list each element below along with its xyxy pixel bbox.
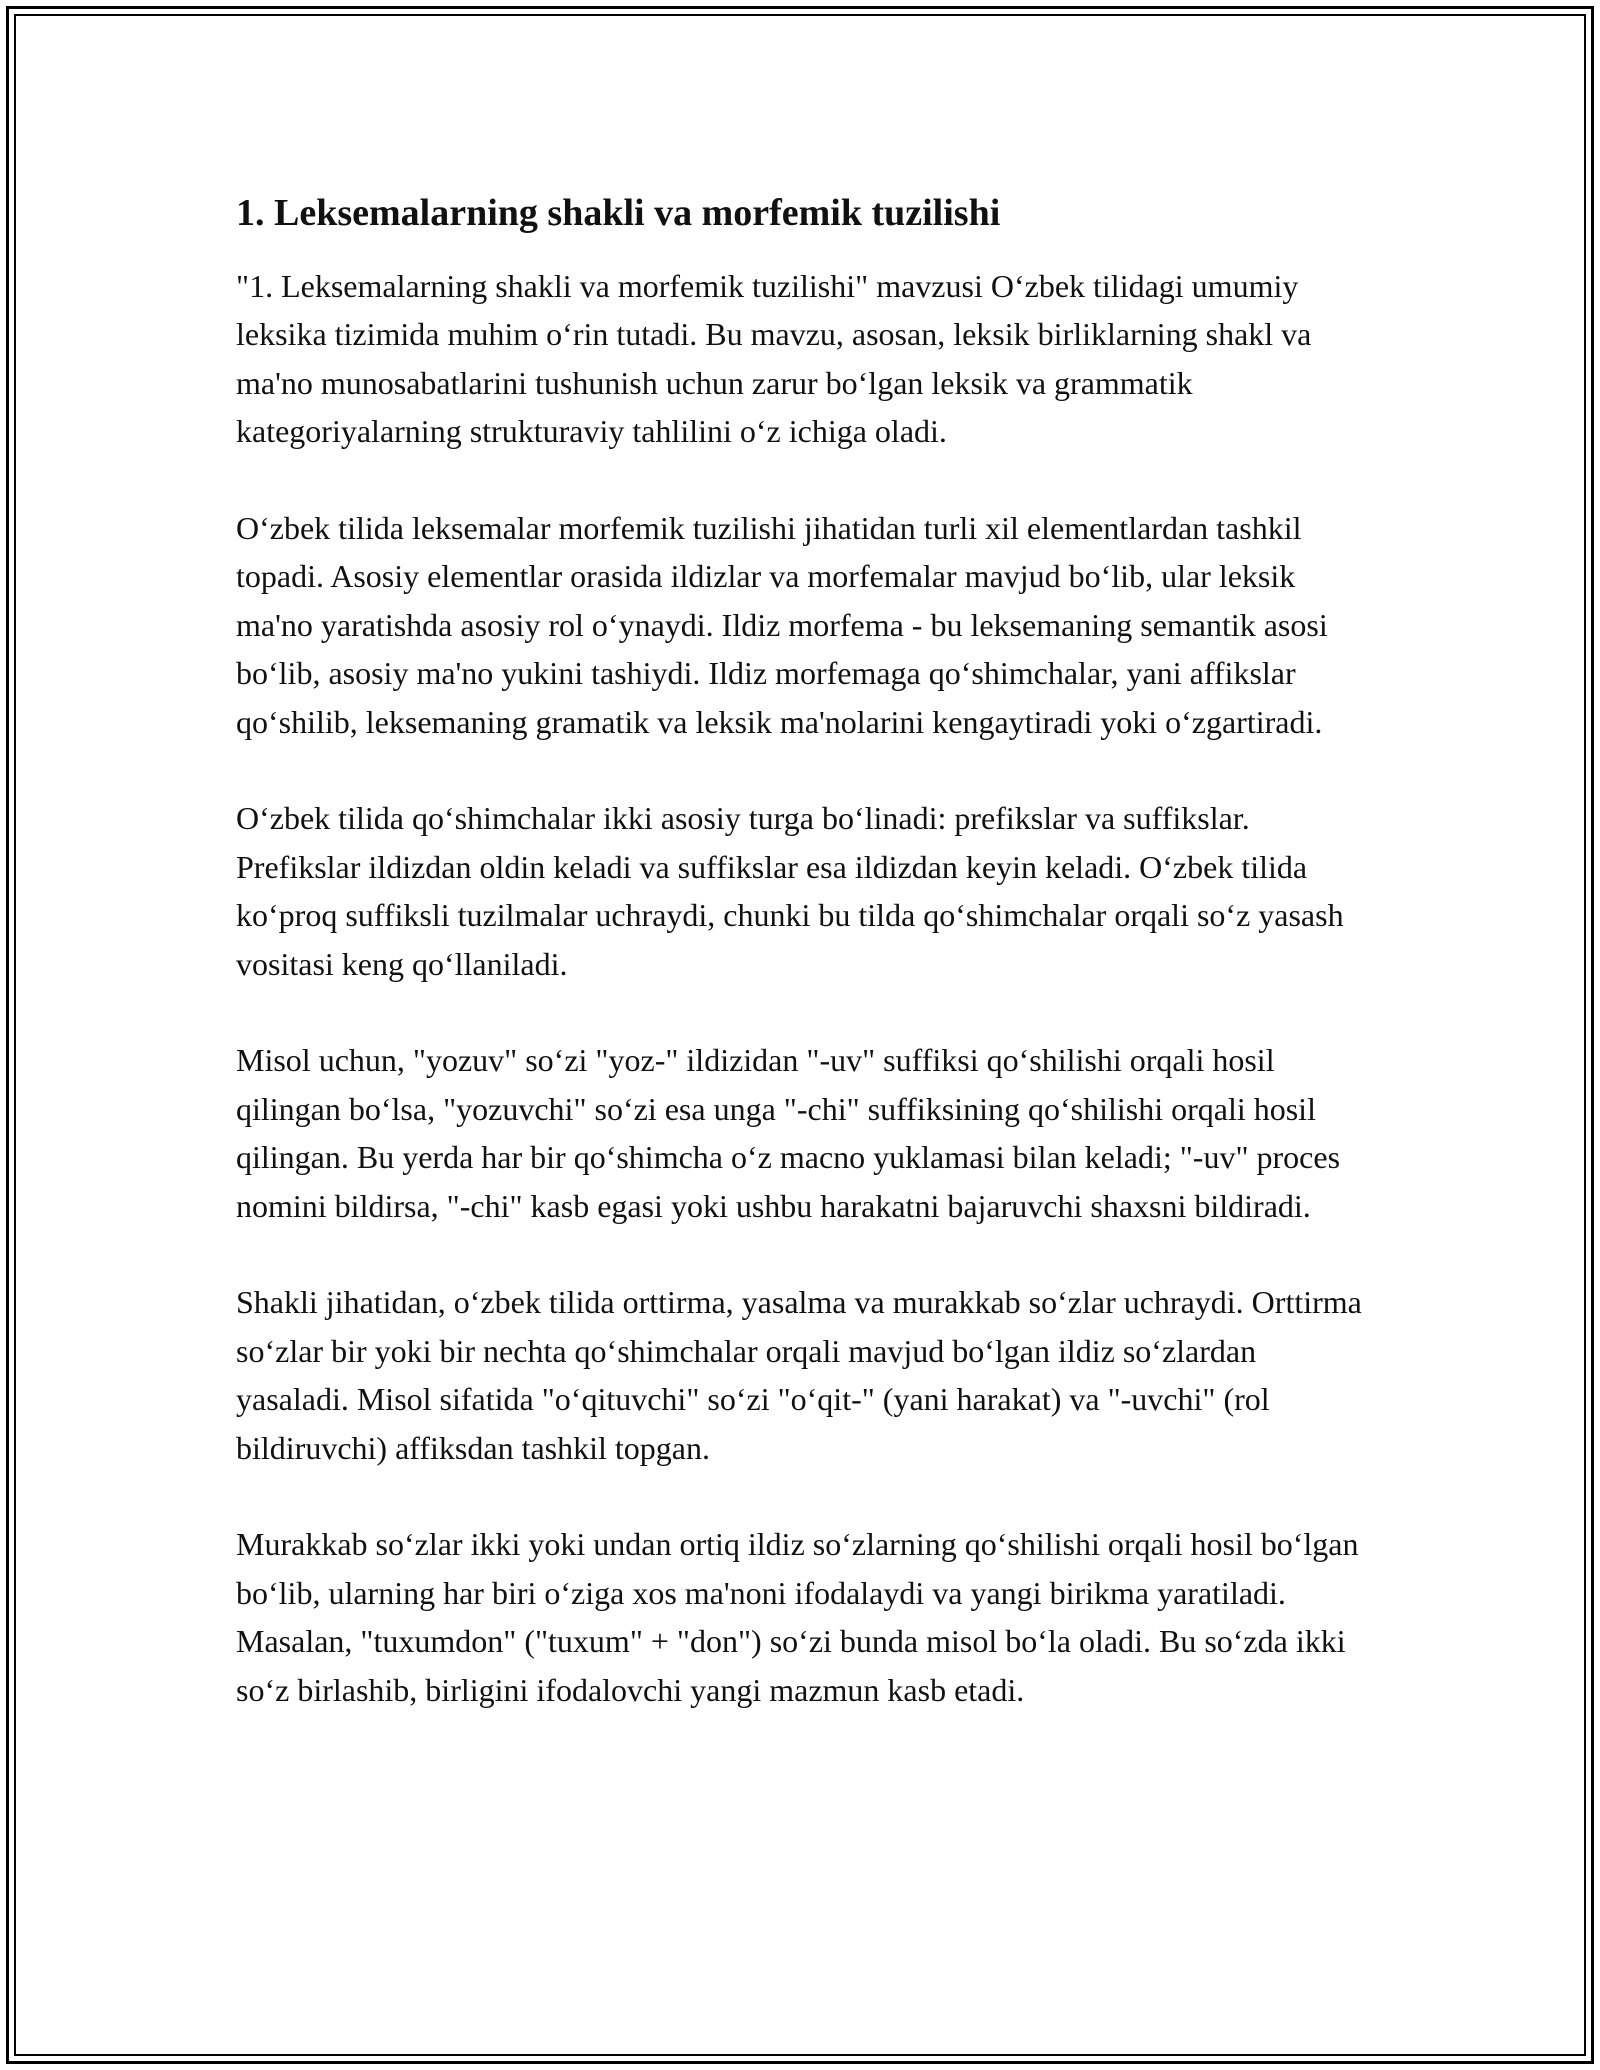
paragraph-6: Murakkab so‘zlar ikki yoki undan ortiq ildiz so‘zlarning qo‘shilishi orqali hosil bo‘lgan bo‘lib, ularning har biri o‘ziga xos ma'noni ifodalaydi va yangi birikma yaratiladi. Masalan, "tuxumdon" ("tuxum" + "don") so‘zi bunda misol bo‘la oladi. Bu so‘zda ikki so‘z birlashib, birligini ifodalovchi yangi mazmun kasb etadi. <box>236 1526 1359 1708</box>
paragraph-4: Misol uchun, "yozuv" so‘zi "yoz-" ildizidan "-uv" suffiksi qo‘shilishi orqali hosil qilingan bo‘lsa, "yozuvchi" so‘zi esa unga "-chi" suffiksining qo‘shilishi orqali hosil qilingan. Bu yerda har bir qo‘shimcha o‘z macno yuklamasi bilan keladi; "-uv" proces nomini bildirsa, "-chi" kasb egasi yoki ushbu harakatni bajaruvchi shaxsni bildiradi. <box>236 1042 1341 1224</box>
paragraph-5: Shakli jihatidan, o‘zbek tilida orttirma, yasalma va murakkab so‘zlar uchraydi. Orttirma so‘zlar bir yoki bir nechta qo‘shimchalar orqali mavjud bo‘lgan ildiz so‘zlardan yasaladi. Misol sifatida "o‘qituvchi" so‘zi "o‘qit-" (yani harakat) va "-uvchi" (rol bildiruvchi) affiksdan tashkil topgan. <box>236 1284 1362 1466</box>
paragraph-3: O‘zbek tilida qo‘shimchalar ikki asosiy turga bo‘linadi: prefikslar va suffikslar. Prefikslar ildizdan oldin keladi va suffikslar esa ildizdan keyin keladi. O‘zbek tilida ko‘proq suffiksli tuzilmalar uchraydi, chunki bu tilda qo‘shimchalar orqali so‘z yasash vositasi keng qo‘llaniladi. <box>236 800 1344 982</box>
paragraph-1: "1. Leksemalarning shakli va morfemik tuzilishi" mavzusi O‘zbek tilidagi umumiy leksika tizimida muhim o‘rin tutadi. Bu mavzu, asosan, leksik birliklarning shakl va ma'no munosabatlarini tushunish uchun zarur bo‘lgan leksik va grammatik kategoriyalarning strukturaviy tahlilini o‘z ichiga oladi. <box>236 268 1312 450</box>
document-body <box>236 186 1376 1714</box>
section-heading: 1. Leksemalarning shakli va morfemik tuzilishi <box>236 192 1001 234</box>
paragraph-2: O‘zbek tilida leksemalar morfemik tuzilishi jihatidan turli xil elementlardan tashkil topadi. Asosiy elementlar orasida ildizlar va morfemalar mavjud bo‘lib, ular leksik ma'no yaratishda asosiy rol o‘ynaydi. Ildiz morfema - bu leksemaning semantik asosi bo‘lib, asosiy ma'no yukini tashiydi. Ildiz morfemaga qo‘shimchalar, yani affikslar qo‘shilib, leksemaning gramatik va leksik ma'nolarini kengaytiradi yoki o‘zgartiradi. <box>236 510 1328 740</box>
